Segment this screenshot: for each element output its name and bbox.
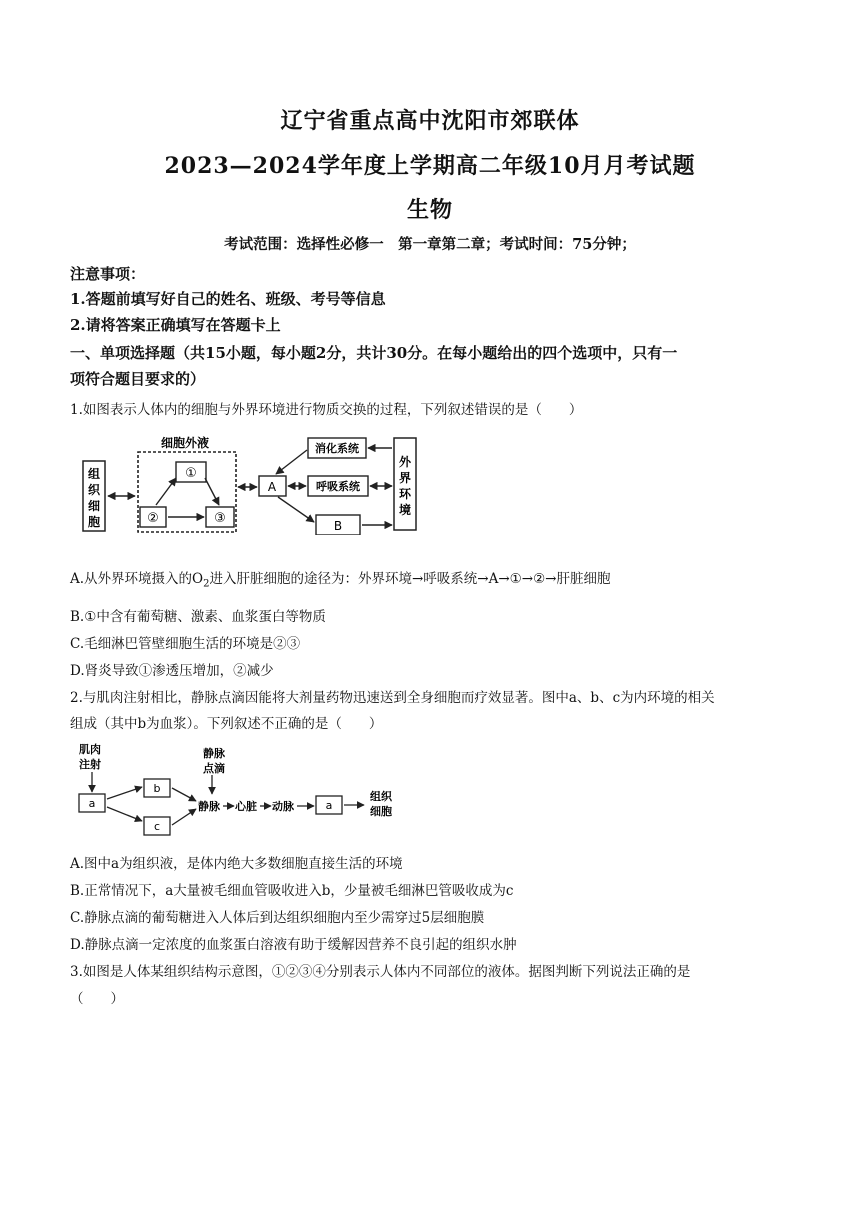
section-heading-line2: 项符合题目要求的）	[70, 370, 206, 388]
q2-option-c: C.静脉点滴的葡萄糖进入人体后到达组织细胞内至少需穿过5层细胞膜	[70, 910, 485, 926]
q1-option-a: A.从外界环境摄入的$O_2$进入肝脏细胞的途径为：外界环境→呼吸系统→A→①→②→肝脏细胞	[70, 571, 611, 590]
q2-intramuscular-label-1: 肌肉	[79, 743, 101, 756]
notes-heading: 注意事项：	[70, 265, 146, 283]
q2-stem-line2: 组成（其中b为血浆）。下列叙述不正确的是（ ）	[70, 716, 383, 732]
q1-node-3: ③	[214, 511, 226, 526]
notes-item-1: 1.答题前填写好自己的姓名、班级、考号等信息	[70, 290, 386, 308]
q2-heart-label: 心脏	[235, 800, 257, 813]
exam-subject: 生物	[406, 197, 453, 223]
q1-option-d: D.肾炎导致①渗透压增加，②减少	[70, 663, 274, 679]
q1-tissue-cell-char-1: 组	[87, 467, 101, 481]
q2-node-b: b	[153, 782, 161, 795]
q1-env-char-4: 境	[398, 503, 412, 517]
section-heading-line1: 一、单项选择题（共15小题，每小题2分，共计30分。在每小题给出的四个选项中，只有一	[70, 344, 678, 362]
exam-scope: 考试范围：选择性必修一 第一章第二章；考试时间：75分钟；	[224, 236, 636, 253]
q2-option-a: A.图中a为组织液，是体内绝大多数细胞直接生活的环境	[70, 856, 403, 872]
q3-stem-line1: 3.如图是人体某组织结构示意图，①②③④分别表示人体内不同部位的液体。据图判断下列说法正确的是	[70, 964, 691, 980]
q2-option-b: B.正常情况下，a大量被毛细血管吸收进入b，少量被毛细淋巴管吸收成为c	[70, 883, 514, 899]
q2-node-a2: a	[325, 799, 333, 812]
notes-item-2: 2.请将答案正确填写在答题卡上	[70, 316, 281, 334]
q3-stem-line2: （ ）	[70, 991, 124, 1007]
q1-diagram	[78, 433, 428, 535]
q2-tissue-cell-label-2: 细胞	[370, 805, 392, 818]
exam-title-school: 辽宁省重点高中沈阳市郊联体	[280, 108, 580, 134]
q1-tissue-cell-char-4: 胞	[87, 515, 101, 529]
exam-title-term: 2023—2024学年度上学期高二年级10月月考试题	[164, 153, 696, 179]
q1-node-1: ①	[185, 466, 197, 481]
q1-env-char-1: 外	[398, 455, 412, 469]
q1-tissue-cell-char-2: 织	[87, 483, 101, 497]
q2-tissue-cell-label-1: 组织	[370, 790, 392, 803]
q1-env-char-2: 界	[398, 471, 412, 485]
q1-option-b: B.①中含有葡萄糖、激素、血浆蛋白等物质	[70, 609, 326, 625]
q2-intramuscular-label-2: 注射	[79, 758, 101, 771]
q1-tissue-cell-char-3: 细	[87, 499, 101, 513]
q2-artery-label: 动脉	[272, 800, 294, 813]
q1-option-c: C.毛细淋巴管壁细胞生活的环境是②③	[70, 636, 301, 652]
q1-node-A: A	[267, 480, 277, 494]
q2-node-a: a	[88, 797, 96, 810]
q1-node-B: B	[333, 519, 343, 533]
q2-stem-line1: 2.与肌肉注射相比，静脉点滴因能将大剂量药物迅速送到全身细胞而疗效显著。图中a、b、c为内环境的相关	[70, 690, 715, 706]
q2-iv-label-2: 点滴	[203, 762, 225, 775]
q2-vein-label: 静脉	[198, 800, 220, 813]
q1-digestive-label: 消化系统	[315, 442, 359, 455]
q2-node-c: c	[153, 820, 161, 833]
q2-diagram	[74, 741, 404, 841]
q2-option-d: D.静脉点滴一定浓度的血浆蛋白溶液有助于缓解因营养不良引起的组织水肿	[70, 937, 517, 953]
q2-iv-label-1: 静脉	[203, 747, 225, 760]
q1-node-2: ②	[147, 511, 159, 526]
q1-respiratory-label: 呼吸系统	[316, 480, 360, 493]
q1-stem: 1.如图表示人体内的细胞与外界环境进行物质交换的过程，下列叙述错误的是（ ）	[70, 402, 583, 418]
q1-ecf-label: 细胞外液	[160, 436, 210, 450]
q1-env-char-3: 环	[398, 487, 412, 501]
